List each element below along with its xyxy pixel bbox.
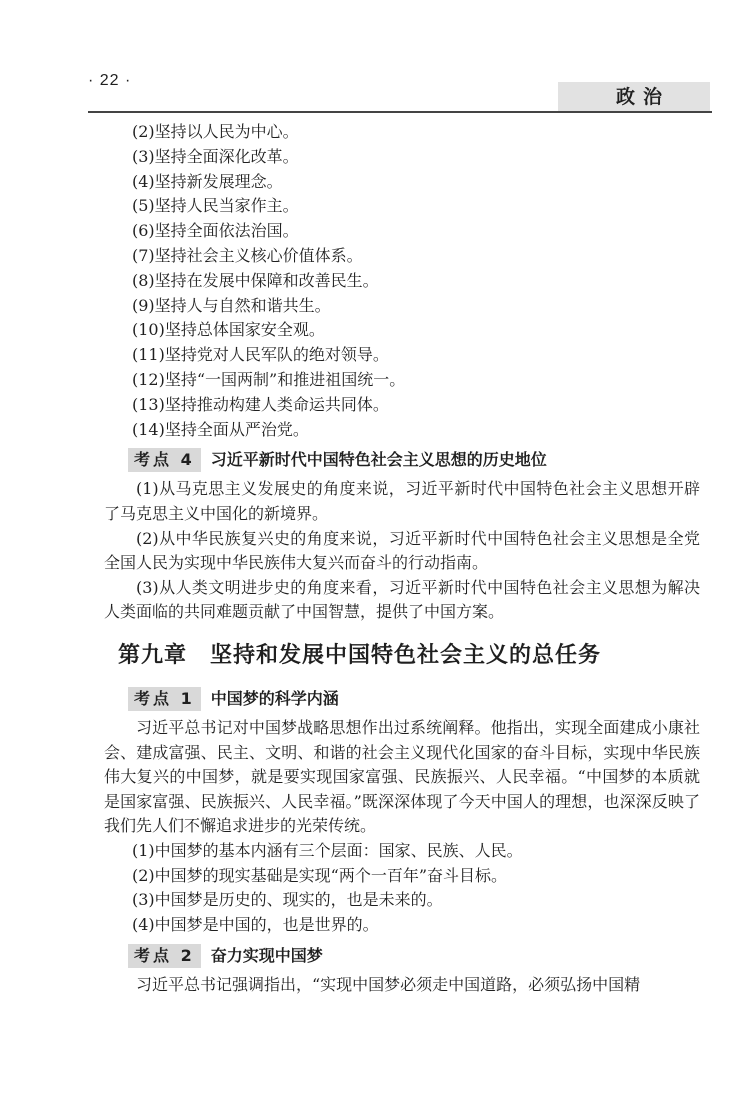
list-item: (12)坚持“一国两制”和推进祖国统一。	[132, 369, 406, 389]
header-divider	[88, 111, 712, 113]
list-item: (3)坚持全面深化改革。	[132, 146, 299, 166]
topic-title: 奋力实现中国梦	[210, 946, 323, 966]
chapter-title: 第九章 坚持和发展中国特色社会主义的总任务	[118, 642, 602, 668]
topic-tag: 考点 2	[128, 944, 201, 968]
topic-title: 中国梦的科学内涵	[210, 688, 339, 708]
paragraph: (2)从中华民族复兴史的角度来说，习近平新时代中国特色社会主义思想是全党全国人民为实现中华民族伟大复兴而奋斗的行动指南。	[104, 528, 700, 573]
list-item: (1)中国梦的基本内涵有三个层面：国家、民族、人民。	[132, 840, 523, 860]
list-item: (9)坚持人与自然和谐共生。	[132, 295, 331, 315]
list-item: (8)坚持在发展中保障和改善民生。	[132, 270, 379, 290]
list-item: (11)坚持党对人民军队的绝对领导。	[132, 345, 389, 365]
topic-heading	[104, 941, 700, 971]
topic-heading	[104, 684, 700, 714]
paragraph: (1)从马克思主义发展史的角度来说，习近平新时代中国特色社会主义思想开辟了马克思主义中国化的新境界。	[104, 479, 700, 523]
topic-heading	[104, 445, 700, 475]
page-content	[104, 120, 700, 998]
list-item: (2)中国梦的现实基础是实现“两个一百年”奋斗目标。	[132, 865, 508, 885]
list-item: (7)坚持社会主义核心价值体系。	[132, 245, 363, 265]
subject-label: 政治	[558, 82, 710, 112]
principle-list	[104, 120, 700, 442]
list-item: (4)坚持新发展理念。	[132, 171, 283, 191]
list-item: (3)中国梦是历史的、现实的，也是未来的。	[132, 890, 443, 910]
list-item: (5)坚持人民当家作主。	[132, 196, 299, 216]
topic-tag: 考点 4	[128, 448, 201, 472]
paragraph: 习近平总书记对中国梦战略思想作出过系统阐释。他指出，实现全面建成小康社会、建成富强、民主、文明、和谐的社会主义现代化国家的奋斗目标，实现中华民族伟大复兴的中国梦，就是要实现国家富强、民族振兴、人民幸福。“中国梦的本质就是国家富强、民族振兴、人民幸福。”既深深体现了今天中国人的理想，也深深反映了我们先人们不懈追求进步的光荣传统。	[104, 717, 700, 836]
topic-tag: 考点 1	[128, 687, 201, 711]
list-item: (2)坚持以人民为中心。	[132, 122, 299, 141]
list-item: (13)坚持推动构建人类命运共同体。	[132, 394, 389, 414]
list-item: (6)坚持全面依法治国。	[132, 221, 299, 241]
page-number: · 22 ·	[88, 72, 132, 89]
list-item: (10)坚持总体国家安全观。	[132, 320, 325, 340]
paragraph: 习近平总书记强调指出，“实现中国梦必须走中国道路，必须弘扬中国精	[136, 975, 641, 995]
list-item: (4)中国梦是中国的，也是世界的。	[132, 915, 379, 935]
topic-title: 习近平新时代中国特色社会主义思想的历史地位	[210, 450, 547, 470]
list-item: (14)坚持全面从严治党。	[132, 419, 309, 439]
paragraph: (3)从人类文明进步史的角度来看，习近平新时代中国特色社会主义思想为解决人类面临的共同难题贡献了中国智慧，提供了中国方案。	[104, 577, 700, 622]
